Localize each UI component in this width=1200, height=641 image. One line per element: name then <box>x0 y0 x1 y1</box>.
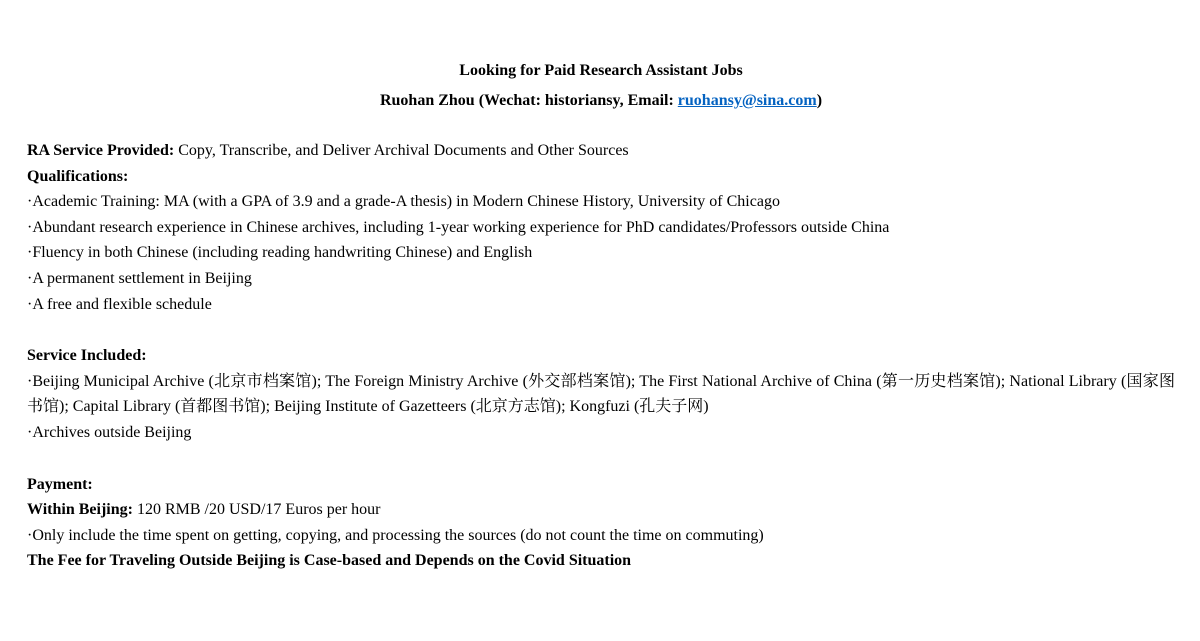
qualifications-heading: Qualifications: <box>27 167 129 185</box>
payment-outside: The Fee for Traveling Outside Beijing is Case-based and Depends on the Covid Situation <box>27 552 632 570</box>
service-item-archives-list: ·Beijing Municipal Archive (北京市档案馆); The Foreign Ministry Archive (外交部档案馆); The First National Archive of China (第一历史档案馆); National Library (国家图书馆); Capital Library (首都图书馆); Beijing Institute of Gazetteers (北京方志馆); Kongfuzi (孔夫子网) <box>27 372 1175 416</box>
qualification-item: ·A free and flexible schedule <box>27 295 212 313</box>
document-title: Looking for Paid Research Assistant Jobs <box>459 62 743 79</box>
contact-line <box>27 86 1175 116</box>
ra-service-text: Copy, Transcribe, and Deliver Archival Documents and Other Sources <box>174 142 629 159</box>
service-item-outside: ·Archives outside Beijing <box>27 423 192 441</box>
ra-service-label: RA Service Provided: <box>27 142 175 159</box>
service-included-heading: Service Included: <box>27 347 147 365</box>
qualification-item: ·Academic Training: MA (with a GPA of 3.9 and a grade-A thesis) in Modern Chinese History, University of Chicago <box>27 193 780 211</box>
contact-prefix: Ruohan Zhou (Wechat: historiansy, Email: <box>379 92 678 109</box>
payment-within-label: Within Beijing: <box>27 501 133 519</box>
email-link[interactable]: ruohansy@sina.com <box>677 92 817 109</box>
qualification-item: ·Abundant research experience in Chinese archives, including 1-year working experience for PhD candidates/Professors outside China <box>27 218 890 236</box>
document-body <box>27 56 1175 574</box>
payment-within-rate: 120 RMB /20 USD/17 Euros per hour <box>132 501 381 519</box>
ra-service-line <box>27 138 1175 164</box>
qualification-item: ·A permanent settlement in Beijing <box>27 269 252 287</box>
payment-within-line <box>27 497 1175 523</box>
qualification-item: ·Fluency in both Chinese (including reading handwriting Chinese) and English <box>27 244 533 262</box>
payment-note: ·Only include the time spent on getting, copying, and processing the sources (do not count the time on commuting) <box>27 526 764 544</box>
payment-heading: Payment: <box>27 475 93 493</box>
contact-suffix: ) <box>816 92 823 109</box>
